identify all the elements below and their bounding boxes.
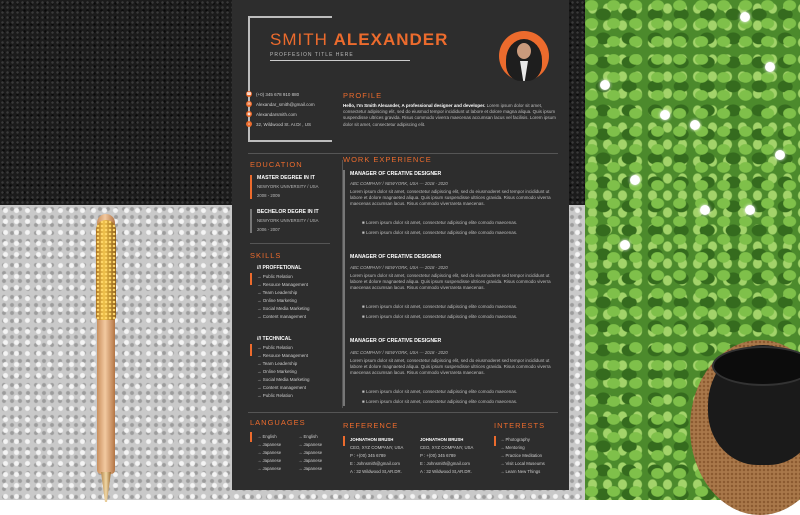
skill-item: → Social Media Marketing: [257, 377, 310, 382]
phone-icon: ☎: [246, 91, 252, 96]
job-bullet: ■ Lorem ipsum dolor sit amet, consectetur adipiscing elite comodo maecenas.: [362, 304, 518, 309]
interest-item: → Practice Meditation: [500, 453, 543, 458]
skill-item: → Online Marketing: [257, 298, 297, 303]
skills-marker: [250, 344, 252, 356]
resume-document: [232, 0, 569, 490]
languages-col1: [257, 433, 281, 473]
education-heading: EDUCATION: [250, 160, 303, 169]
skill-item: → Team Leadership: [257, 290, 298, 295]
job-company: ABC COMPANY / NEWYORK, USA --- 2018 - 2020: [350, 181, 448, 186]
skill-item: → Content management: [257, 314, 307, 319]
divider: [248, 412, 558, 413]
education-marker: [250, 175, 252, 199]
skills-heading: SKILLS: [250, 251, 282, 260]
job-bullet: ■ Lorem ipsum dolor sit amet, consectetur adipiscing elite comodo maecenas.: [362, 314, 518, 319]
job-bullet: ■ Lorem ipsum dolor sit amet, consectetur adipiscing elite comodo maecenas.: [362, 389, 518, 394]
profession-title: PROFFESION TITLE HERE: [270, 52, 354, 58]
flower: [740, 12, 750, 22]
reference-phone: P : +(00) 345 6789: [420, 453, 456, 458]
languages-heading: LANGUAGES: [250, 418, 306, 427]
reference-email: E : Johnsmith@gmail.com: [350, 461, 400, 466]
language-item: → Japanese: [298, 450, 323, 455]
language-item: → Japanese: [298, 442, 323, 447]
job-title: MANAGER OF CREATIVE DESIGNER: [350, 254, 442, 260]
experience-timeline: [343, 170, 345, 406]
education-degree: BECHELOR DEGRE IN IT: [257, 209, 319, 215]
skill-item: → Resouce Management: [257, 353, 309, 358]
flower: [600, 80, 610, 90]
divider: [250, 243, 330, 244]
job-title: MANAGER OF CREATIVE DESIGNER: [350, 338, 442, 344]
reference-role: CEO, XYZ COMPANY, USA: [420, 445, 474, 450]
interest-item: → Mentoring: [500, 445, 525, 450]
skill-item: → Public Relation: [257, 274, 293, 279]
languages-col2: [298, 433, 322, 473]
contact-phone: ☎ (+0) 345 678 910 880: [246, 91, 300, 97]
flower: [630, 175, 640, 185]
interest-item: → Learn New Things: [500, 469, 541, 474]
education-years: 2006 - 2007: [257, 227, 280, 232]
skill-item: → Resouce Management: [257, 282, 309, 287]
flower: [690, 120, 700, 130]
email-icon: ✉: [247, 101, 251, 106]
education-years: 2008 - 2009: [257, 193, 280, 198]
education-degree: MASTER DEGREE IN IT: [257, 175, 315, 181]
job-company: ABC COMPANY / NEWYORK, USA --- 2018 - 2020: [350, 350, 448, 355]
reference-name: JOHNATHON BRUSH: [350, 437, 394, 442]
reference-email: E : Johnsmith@gmail.com: [420, 461, 470, 466]
skill-item: → Content management: [257, 385, 307, 390]
title-underline: [270, 60, 410, 61]
profile-lead: Hello, I'm Smith Alexander, A professional designer and developer.: [343, 103, 486, 108]
resume-name: [270, 30, 448, 50]
language-item: → Japanese: [257, 450, 282, 455]
language-item: → Japanese: [257, 442, 282, 447]
skill-item: → Team Leadership: [257, 361, 298, 366]
education-school: NEWYORK UNIVERSITY / USA: [257, 218, 319, 223]
reference-phone: P : +(00) 345 6789: [350, 453, 386, 458]
flower: [775, 150, 785, 160]
contact-web: ◉ Alexandarsmith.com: [247, 111, 297, 117]
job-bullet: ■ Lorem ipsum dolor sit amet, consectetur adipiscing elite comodo maecenas.: [362, 230, 518, 235]
contact-email: ✉ Alexandar_smith@gmail.com: [247, 101, 315, 107]
reference-heading: REFERENCE: [343, 421, 399, 430]
reference-marker: [343, 436, 345, 446]
profile-body: Lorem ipsum dolor sit amet, consectetur adipiscing elit, sed do eiusmod tempor incididunt ut labore et dolore magna aliqua. Quis ipsum suspendisse ultrices gravida. Risus commodo viverra maecenas accumsan lacus vel facilisis. Lorem ipsum dolor sit amet, consectetur adipiscing elit.: [343, 103, 556, 127]
pen: [94, 214, 118, 504]
language-item: → Japanese: [257, 458, 282, 463]
skills-marker: [250, 273, 252, 285]
reference-name: JOHNATHON BRUSH: [420, 437, 464, 442]
interest-item: → Photography: [500, 437, 530, 442]
reference-address: A : 32 Wildwood St,AR.DR.: [350, 469, 402, 474]
language-item: → Japanese: [257, 466, 282, 471]
web-icon: ◉: [247, 111, 251, 116]
skill-item: → Social Media Marketing: [257, 306, 310, 311]
interests-marker: [494, 436, 496, 446]
skill-item: → Public Relation: [257, 393, 293, 398]
job-title: MANAGER OF CREATIVE DESIGNER: [350, 171, 442, 177]
reference-address: A : 32 Wildwood St,AR.DR.: [420, 469, 472, 474]
reference-role: CEO, XYZ COMPANY, USA: [350, 445, 404, 450]
flower: [745, 205, 755, 215]
flower: [765, 62, 775, 72]
interest-item: → Visit Local Museums: [500, 461, 545, 466]
profile-text: [343, 103, 557, 128]
skills-group-title: /// TECHNICAL: [257, 336, 292, 342]
language-item: → English: [298, 434, 318, 439]
job-bullet: ■ Lorem ipsum dolor sit amet, consectetur adipiscing elite comodo maecenas.: [362, 399, 518, 404]
interests-heading: INTERESTS: [494, 421, 546, 430]
reference-person: [420, 436, 473, 476]
job-description: Lorem ipsum dolor sit amet, consectetur adipiscing elit, sed do eiusmoderet sed tempor incididunt ut labore et dolore magnaeted aliqua. Quis ipsum suspendisse ultrices gravida. Risus commodo viverra maecenas accumsan lacus. Risus commodo viverrareta maecenas.: [350, 189, 551, 207]
flower: [700, 205, 710, 215]
location-icon: ⌂: [247, 121, 251, 126]
reference-person: [350, 436, 403, 476]
flower: [660, 110, 670, 120]
job-bullet: ■ Lorem ipsum dolor sit amet, consectetur adipiscing elite comodo maecenas.: [362, 220, 518, 225]
education-marker: [250, 209, 252, 233]
experience-heading: WORK EXPERIENCE: [343, 155, 432, 164]
interests-list: [500, 436, 545, 476]
profile-photo: [499, 31, 549, 81]
language-item: → Japanese: [298, 466, 323, 471]
profile-heading: PROFILE: [343, 91, 383, 100]
flower: [620, 240, 630, 250]
language-item: → English: [257, 434, 277, 439]
skill-item: → Online Marketing: [257, 369, 297, 374]
contact-address: ⌂ 32, Wildwood St. Ar.Dr , US: [247, 121, 312, 127]
first-name: SMITH: [270, 30, 328, 49]
job-description: Lorem ipsum dolor sit amet, consectetur adipiscing elit, sed do eiusmoderet sed tempor incididunt ut labore et dolore magnaeted aliqua. Quis ipsum suspendisse ultrices gravida. Risus commodo viverra maecenas accumsan lacus. Risus commodo viverrareta maecenas.: [350, 358, 551, 376]
job-description: Lorem ipsum dolor sit amet, consectetur adipiscing elit, sed do eiusmoderet sed tempor incididunt ut labore et dolore magnaeted aliqua. Quis ipsum suspendisse ultrices gravida. Risus commodo viverra maecenas accumsan lacus. Risus commodo viverrareta maecenas.: [350, 273, 551, 291]
languages-marker: [250, 432, 252, 442]
divider: [248, 153, 558, 154]
language-item: → Japanese: [298, 458, 323, 463]
skill-item: → Public Relation: [257, 345, 293, 350]
last-name: ALEXANDER: [333, 30, 449, 49]
education-school: NEWYORK UNIVERSITY / USA: [257, 184, 319, 189]
skills-group-title: /// PROFFETIONAL: [257, 265, 302, 271]
job-company: ABC COMPANY / NEWYORK, USA --- 2018 - 2020: [350, 265, 448, 270]
